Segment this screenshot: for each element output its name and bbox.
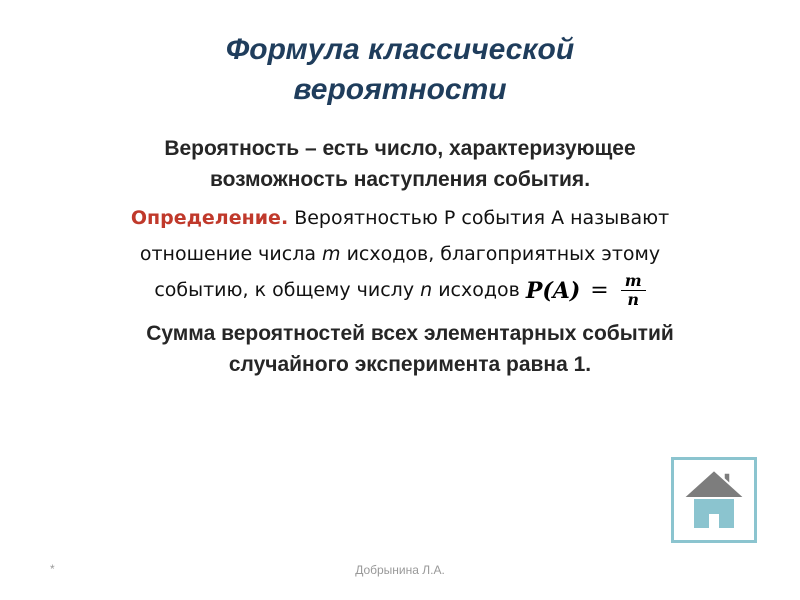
definition-line-2-start: отношение числа [139,243,323,265]
sum-statement-line-1: Сумма вероятностей всех элементарных событий [146,322,674,345]
slide-title-line-2: вероятности [293,73,507,106]
sum-statement-line-2: случайного эксперимента равна 1. [228,353,592,376]
definition-var-m: m [322,243,341,265]
definition-label: Определение. [130,207,289,229]
definition-line-3-end: исходов [432,279,520,301]
definition-line-2 [0,236,800,272]
definition-line-2-end: исходов, благоприятных этому [340,243,661,265]
definition-line-3-start: событию, к общему числу [154,279,421,301]
formula-numerator: m [621,272,646,291]
definition-line-1 [0,200,800,236]
probability-intro [0,133,800,195]
formula-lhs: P(A) [525,277,581,304]
definition-line-3 [0,272,800,309]
probability-intro-line-1: Вероятность – есть число, характеризующее [164,137,636,160]
definition-var-n: n [420,279,433,301]
author-name: Добрынина Л.А. [355,563,445,577]
sum-statement [0,318,800,380]
definition-block [0,200,800,309]
slide-title [0,30,800,110]
probability-formula [526,272,646,309]
home-button[interactable] [671,457,757,543]
formula-equals: = [590,277,609,303]
formula-denominator: n [627,290,639,309]
formula-fraction [621,272,646,309]
definition-line-1-text: Вероятностью Р события А называют [288,207,670,229]
footer-mark: * [50,562,55,576]
slide-title-line-1: Формула классической [225,33,575,66]
probability-intro-line-2: возможность наступления события. [209,168,591,191]
home-icon [679,465,749,535]
